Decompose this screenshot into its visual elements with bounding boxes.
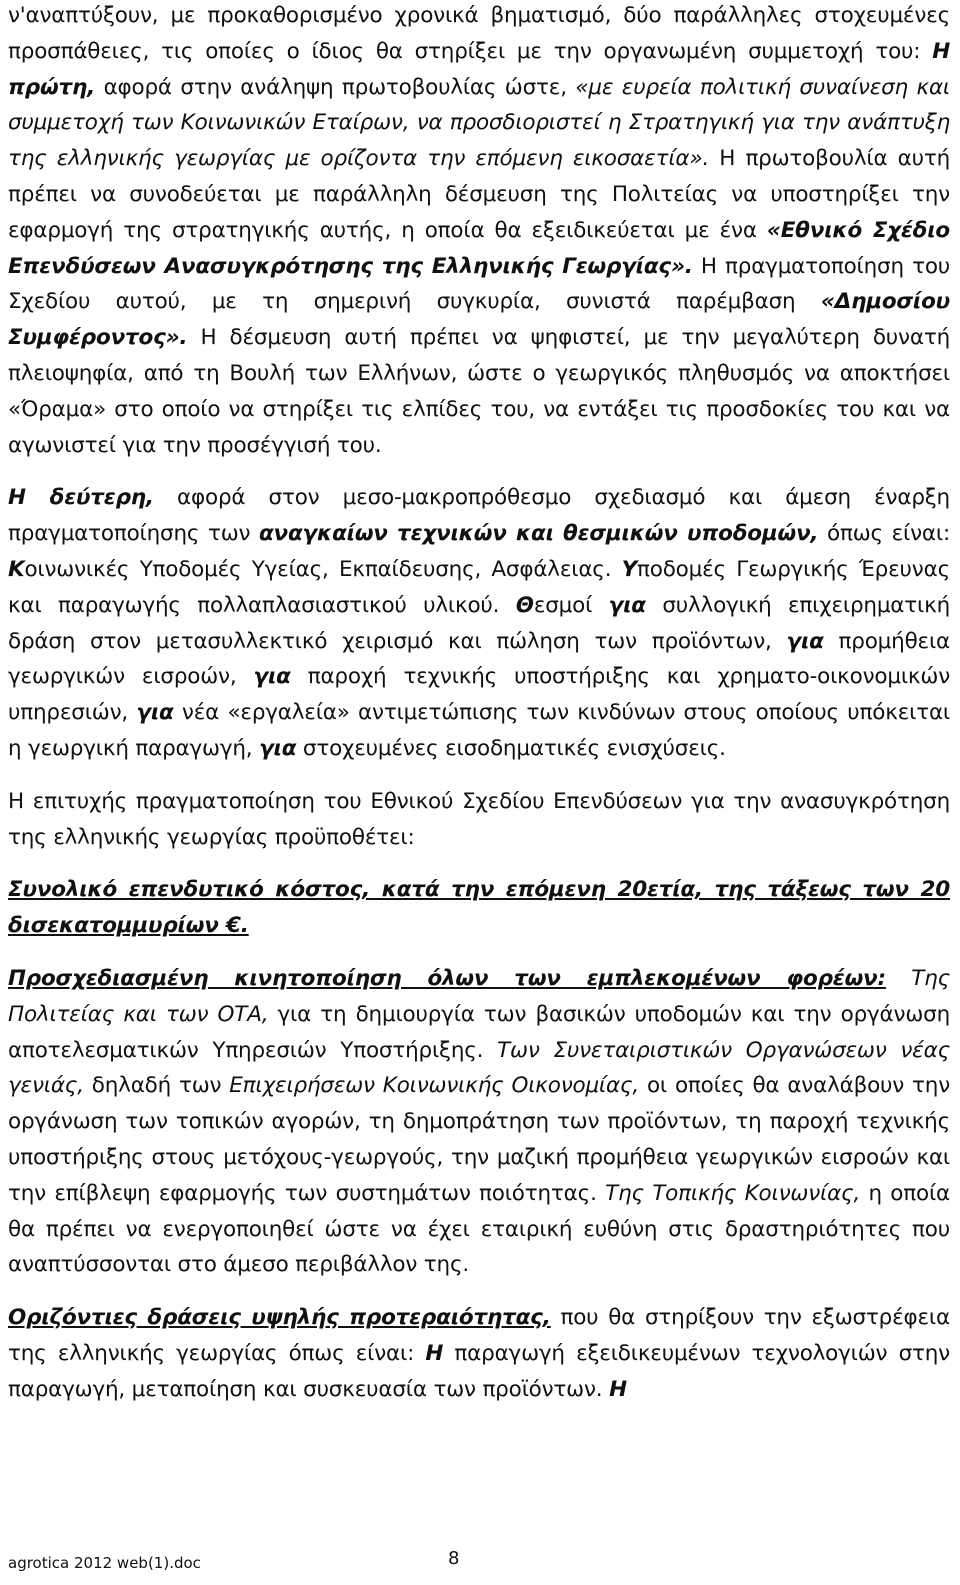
paragraph-second-effort [8, 480, 950, 766]
text: αφορά στον μεσο-μακροπρόθεσμο σχεδιασμό και άμεση έναρξη πραγματοποίησης των [8, 485, 950, 547]
text: Η δέσμευση αυτή πρέπει να ψηφιστεί, με την μεγαλύτερη δυνατή πλειοψηφία, από τη Βουλή των Ελλήνων, ώστε ο γεωργικός πληθυσμός να αποκτήσει «Όραμα» στο οποίο να στηρίξει τις ελπίδες του, να εντάξει τις προσδοκίες του και να αγωνιστεί για την προσέγγισή του. [8, 325, 950, 458]
italic-phrase: Της Πολιτείας και των ΟΤΑ, [8, 965, 950, 1027]
investment-cost-heading: Συνολικό επενδυτικό κόστος, κατά την επόμενη 20ετία, της τάξεως των 20 δισεκατομμυρίων €. [8, 877, 950, 939]
initial-letter: Η [609, 1376, 627, 1402]
italic-phrase: Επιχειρήσεων Κοινωνικής Οικονομίας, [229, 1073, 640, 1099]
national-plan-title: «Εθνικό Σχέδιο Επενδύσεων Ανασυγκρότησης της Ελληνικής Γεωργίας». [8, 217, 950, 279]
text: ποδομές Γεωργικής Έρευνας και παραγωγής πολλαπλασιαστικού υλικού. [8, 556, 950, 618]
strategy-quote: «με ευρεία πολιτική συναίνεση και συμμετοχή των Κοινωνικών Εταίρων, να προσδιοριστεί η Στρατηγική για την ανάπτυξη της ελληνικής γεωργίας με ορίζοντα την επόμενη εικοσαετία». [8, 74, 950, 172]
text: για τη δημιουργία των βασικών υποδομών και την οργάνωση αποτελεσματικών Υπηρεσιών Υποστήριξης. [8, 1001, 950, 1063]
paragraph-prerequisites [8, 784, 950, 856]
paragraph-mobilization [8, 961, 950, 1283]
text: συλλογική επιχειρηματική δράση στον μετασυλλεκτικό χειρισμό και πώληση των προϊόντων, [8, 592, 950, 654]
public-interest-emphasis: «Δημοσίου Συμφέροντος». [8, 289, 950, 351]
paragraph-investment-cost [8, 872, 950, 944]
horizontal-actions-heading: Οριζόντιες δράσεις υψηλής προτεραιότητας, [8, 1305, 551, 1331]
text: στοχευμένες εισοδηματικές ενισχύσεις. [296, 735, 726, 761]
initial-letter: Κ [8, 556, 25, 582]
italic-phrase: Της Τοπικής Κοινωνίας, [605, 1180, 861, 1206]
gia-emphasis: για [136, 700, 174, 726]
text: Η πρωτοβουλία αυτή πρέπει να συνοδεύεται με παράλληλη δέσμευση της Πολιτείας να υποστηρίξει την εφαρμογή της στρατηγικής αυτής, η οποία θα εξειδικεύεται με ένα [8, 146, 950, 243]
emphasis-first: Η πρώτη, [8, 38, 950, 100]
gia-emphasis: για [259, 735, 297, 761]
gia-emphasis: για [253, 664, 291, 690]
text: η οποία θα πρέπει να ενεργοποιηθεί ώστε να έχει εταιρική ευθύνη στις δραστηριότητες που αναπτύσσονται στο άμεσο περιβάλλον της. [8, 1180, 950, 1278]
infrastructure-emphasis: αναγκαίων τεχνικών και θεσμικών υποδομών, [258, 521, 819, 547]
text: οινωνικές Υποδομές Υγείας, Εκπαίδευσης, Ασφάλειας. [24, 556, 622, 582]
text: όπως είναι: [818, 521, 950, 547]
page-footer [8, 1548, 950, 1578]
text: Η πραγματοποίηση του Σχεδίου αυτού, με τη σημερινή συγκυρία, συνιστά παρέμβαση [8, 253, 951, 315]
initial-letter: Η [425, 1340, 444, 1366]
paragraph-first-effort [8, 0, 950, 463]
document-page [8, 0, 950, 1407]
text: εσμοί [533, 592, 609, 618]
text: νέα «εργαλεία» αντιμετώπισης των κινδύνων στους οποίους υπόκειται η γεωργική παραγωγή, [8, 700, 950, 761]
paragraph-horizontal-actions [8, 1300, 950, 1407]
text: προμήθεια γεωργικών εισροών, [8, 628, 950, 690]
text: οι οποίες θα αναλάβουν την οργάνωση των τοπικών αγορών, τη δημοπράτηση των προϊόντων, τη παροχή τεχνικής υποστήριξης στους μετόχους-γεωργούς, την μαζική προμήθεια γεωργικών εισροών και την επίβλεψη εφαρμογής των συστημάτων ποιότητας. [8, 1073, 951, 1206]
initial-letter: Θ [515, 592, 534, 618]
text: αφορά στην ανάληψη πρωτοβουλίας ώστε, [95, 74, 576, 100]
gia-emphasis: για [608, 592, 646, 618]
initial-letter: Υ [621, 556, 637, 582]
page-number: 8 [448, 1548, 460, 1569]
mobilization-heading: Προσχεδιασμένη κινητοποίηση όλων των εμπλεκομένων φορέων: [8, 965, 886, 991]
text: παραγωγή εξειδικευμένων τεχνολογιών στην παραγωγή, μεταποίηση και συσκευασία των προϊόντων. [8, 1340, 950, 1402]
footer-filename: agrotica 2012 web(1).doc [8, 1554, 201, 1572]
text: που θα στηρίξουν την εξωστρέφεια της ελληνικής γεωργίας όπως είναι: [8, 1305, 950, 1366]
text: παροχή τεχνικής υποστήριξης και χρηματο-οικονομικών υπηρεσιών, [8, 664, 951, 726]
gia-emphasis: για [786, 628, 824, 654]
text: δηλαδή των [83, 1073, 230, 1099]
text: Η επιτυχής πραγματοποίηση του Εθνικού Σχεδίου Επενδύσεων για την ανασυγκρότηση της ελληνικής γεωργίας προϋποθέτει: [8, 788, 950, 850]
emphasis-second: Η δεύτερη, [8, 485, 154, 511]
italic-phrase: Των Συνεταιριστικών Οργανώσεων νέας γενιάς, [8, 1037, 950, 1099]
text: ν'αναπτύξουν, με προκαθορισμένο χρονικά βηματισμό, δύο παράλληλες στοχευμένες προσπάθειες, τις οποίες ο ίδιος θα στηρίξει με την οργανωμένη συμμετοχή του: [8, 3, 950, 64]
